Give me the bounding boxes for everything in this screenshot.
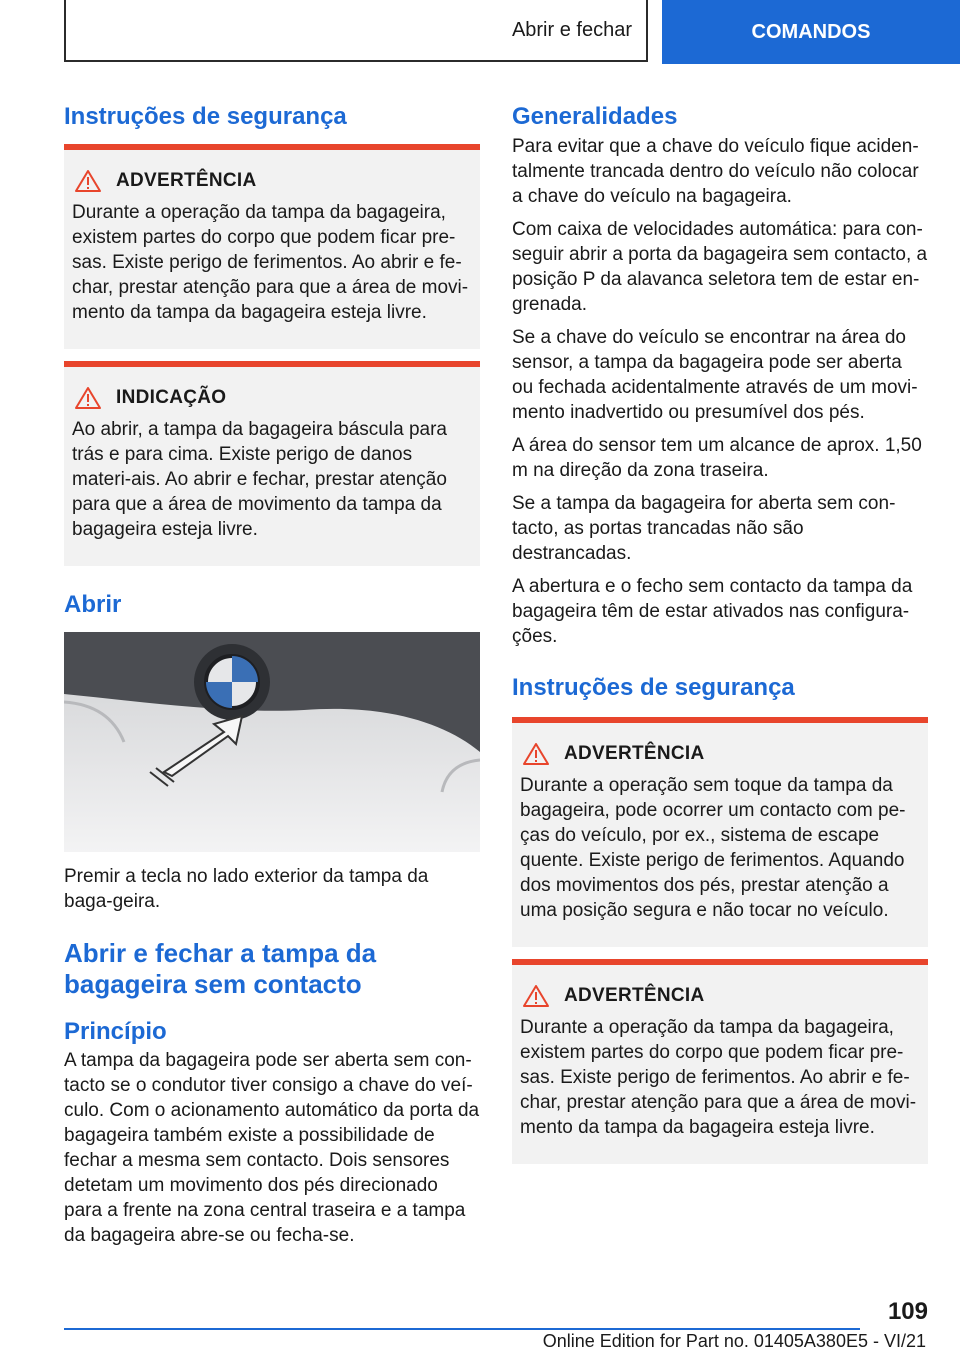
footer-divider <box>64 1328 860 1330</box>
footer-edition: Online Edition for Part no. 01405A380E5 - VI/21 <box>542 1331 926 1351</box>
left-column <box>64 100 480 1248</box>
general-paragraph-1: Para evitar que a chave do veículo fique aciden-talmente trancada dentro do veículo não colocar a chave do veículo na bagageira. <box>512 136 919 207</box>
warning-box-2-title: ADVERTÊNCIA <box>520 741 920 767</box>
notice-box-1-title: INDICAÇÃO <box>72 385 472 411</box>
warning-box-2 <box>512 717 928 947</box>
general-heading: Generalidades <box>512 103 678 130</box>
principle-heading: Princípio <box>64 1018 167 1045</box>
general-paragraph-5: Se a tampa da bagageira for aberta sem con-tacto, as portas trancadas não são destrancadas. <box>512 493 896 564</box>
warning-triangle-icon <box>74 386 102 410</box>
safety-heading-right: Instruções de segurança <box>512 674 795 701</box>
general-paragraph-2: Com caixa de velocidades automática: para con-seguir abrir a porta da bagageira sem contacto, a posição P da alavanca seletora tem de estar en-grenada. <box>512 219 928 315</box>
right-column <box>512 100 928 1164</box>
contactless-heading: Abrir e fechar a tampa da bagageira sem contacto <box>64 938 377 999</box>
header-section-tab[interactable] <box>662 0 960 64</box>
warning-box-2-text: Durante a operação sem toque da tampa da bagageira, pode ocorrer um contacto com pe-ças do veículo, por ex., sistema de escape quente. Existe perigo de ferimentos. Aquando dos movimentos dos pés, prestar atenção a uma posição segura e não tocar no veículo. <box>520 775 906 921</box>
warning-box-3-title: ADVERTÊNCIA <box>520 983 920 1009</box>
notice-box-1-text: Ao abrir, a tampa da bagageira báscula para trás e para cima. Existe perigo de danos materi-ais. Ao abrir e fechar, prestar atenção para que a área de movimento da tampa da bagageira esteja livre. <box>72 419 447 540</box>
open-caption: Premir a tecla no lado exterior da tampa da baga-geira. <box>64 866 429 912</box>
trunk-photo-illustration <box>64 632 480 852</box>
section-title: COMANDOS <box>751 20 871 43</box>
warning-triangle-icon <box>522 984 550 1008</box>
general-paragraph-3: Se a chave do veículo se encontrar na área do sensor, a tampa da bagageira pode ser aberta ou fechada acidentalmente através de um movi-mento inadvertido ou presumível dos pés. <box>512 327 918 423</box>
safety-heading-left: Instruções de segurança <box>64 103 347 130</box>
warning-box-1 <box>64 144 480 349</box>
warning-box-3 <box>512 959 928 1164</box>
warning-box-1-text: Durante a operação da tampa da bagageira, existem partes do corpo que podem ficar pre-sas. Existe perigo de ferimentos. Ao abrir e fe-char, prestar atenção para que a área de movi-mento da tampa da bagageira esteja livre. <box>72 202 469 323</box>
open-heading: Abrir <box>64 591 122 618</box>
notice-box-1 <box>64 361 480 566</box>
page-number: 109 <box>887 1298 928 1325</box>
principle-text: A tampa da bagageira pode ser aberta sem con-tacto se o condutor tiver consigo a chave do veí-culo. Com o acionamento automático da porta da bagageira também existe a possibilidade de fechar a mesma sem contacto. Dois sensores detetam um movimento dos pés direcionado para a frente na zona central traseira e a tampa da bagageira abre-se ou fecha-se. <box>64 1050 480 1246</box>
warning-triangle-icon <box>522 742 550 766</box>
trunk-button-photo <box>64 632 480 852</box>
warning-box-3-text: Durante a operação da tampa da bagageira, existem partes do corpo que podem ficar pre-sas. Existe perigo de ferimentos. Ao abrir e fe-char, prestar atenção para que a área de movi-mento da tampa da bagageira esteja livre. <box>520 1017 917 1138</box>
chapter-title: Abrir e fechar <box>511 18 632 41</box>
general-paragraph-6: A abertura e o fecho sem contacto da tampa da bagageira têm de estar ativados nas configura-ções. <box>512 576 913 647</box>
warning-box-1-title: ADVERTÊNCIA <box>72 168 472 194</box>
warning-triangle-icon <box>74 169 102 193</box>
header-chapter <box>64 0 648 62</box>
general-paragraph-4: A área do sensor tem um alcance de aprox. 1,50 m na direção da zona traseira. <box>512 435 922 481</box>
